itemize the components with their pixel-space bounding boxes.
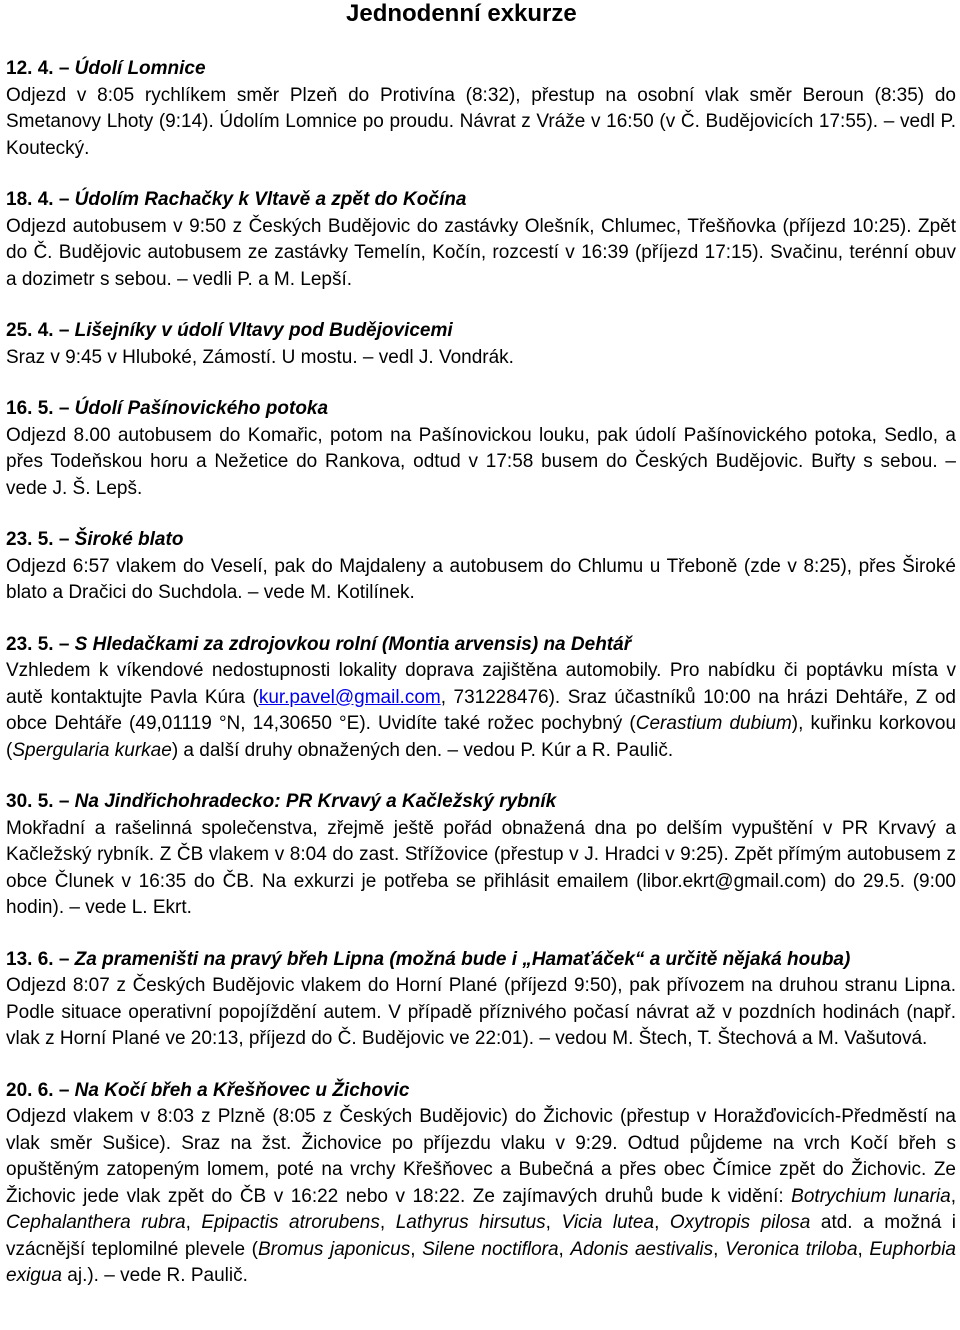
excursion-entry [6,632,956,765]
species-name: Botrychium lunaria [791,1185,951,1207]
description-text: , 731228476). Sraz účastníků 10:00 na hrázi Dehtáře, Z od obce Dehtáře (49,01119 °N, 14,30650 °E). Uvidíte také rožec pochybný ( [6,686,956,734]
excursion-title: Na Kočí břeh a Křešňovec u Žichovic [74,1079,410,1101]
species-name: Bromus japonicus [257,1238,411,1260]
excursion-title: Lišejníky v údolí Vltavy pod Budějovicemi [74,320,453,341]
excursion-title: Na Jindřichohradecko: PR Krvavý a Kačležský rybník [74,791,557,812]
excursion-entry [6,396,956,502]
excursion-entry [6,318,956,371]
excursion-description [6,1104,956,1290]
description-text: Vzhledem k víkendové nedostupnosti lokality doprava zajištěna automobily. Pro nabídku či poptávku místa v autě kontaktujte Pavla Kúra ( [6,660,956,708]
excursion-entry [6,947,956,1053]
species-name: Lathyrus hirsutus [395,1212,546,1233]
excursion-title: Široké blato [74,529,184,550]
excursion-description: Sraz v 9:45 v Hluboké, Zámostí. U mostu. – vedl J. Vondrák. [6,346,514,368]
description-text: , [545,1212,562,1233]
excursion-description: Odjezd v 8:05 rychlíkem směr Plzeň do Protivína (8:32), přestup na osobní vlak směr Beroun (8:35) do Smetanovy Lhoty (9:14). Údolím Lomnice po proudu. Návrat z Vráže v 16:50 (v Č. Budějovicích 17:55). – vedl P. Koutecký. [6,84,956,159]
excursion-date: 25. 4. [6,320,54,341]
excursion-description: Odjezd 8:07 z Českých Budějovic vlakem do Horní Plané (příjezd 9:50), pak přívozem na druhou stranu Lipna. Podle situace operativní popojíždění autem. V případě příznivého počasí návrat až v pozdních hodinách (např. vlak z Horní Plané ve 20:13, příjezd do Č. Budějovic ve 22:01). – vedou M. Štech, T. Štechová a M. Vašutová. [6,975,956,1049]
excursion-heading: 23. 5. – S Hledačkami za zdrojovkou rolní (Montia arvensis) na Dehtář [6,633,632,655]
description-text: Odjezd vlakem v 8:03 z Plzně (8:05 z Českých Budějovic) do Žichovic (přestup v Horažďovicích-Předměstí na vlak směr Sušice). Sraz na žst. Žichovice po příjezdu vlaku v 9:29. Odtud půjdeme na vrch Kočí břeh s opuštěným zatopeným lomem, poté na vrchy Křešňovec a Bubečná a přes obec Čímice zpět do Žichovic. Ze Žichovic jede vlak zpět do ČB v 16:22 nebo v 18:22. Ze zajímavých druhů bude k vidění: [6,1106,956,1207]
description-text: , [654,1212,670,1233]
excursion-heading: 13. 6. – Za prameništi na pravý břeh Lipna (možná bude i „Hamaťáček“ a určitě nějaká houba) [6,948,851,970]
email-link[interactable]: kur.pavel@gmail.com [258,686,441,708]
excursion-entry [6,527,956,607]
description-text: , [379,1212,396,1233]
excursion-entry [6,187,956,293]
excursion-list [6,56,956,1290]
description-text: ) a další druhy obnažených den. – vedou P. Kúr a R. Paulič. [171,739,674,761]
description-text: , [410,1238,423,1260]
excursion-date: 16. 5. [6,398,54,419]
description-text: atd. a možná i vzácnější teplomilné plevele ( [6,1212,957,1260]
species-name: Vicia lutea [561,1212,655,1233]
species-name: Cephalanthera rubra [6,1212,186,1233]
description-text: ), kuřinku korkovou ( [6,713,957,761]
excursion-heading: 12. 4. – Údolí Lomnice [6,58,206,79]
species-name: Epipactis atrorubens [201,1212,380,1233]
excursion-date: 12. 4. [6,58,54,79]
excursion-description: Mokřadní a rašelinná společenstva, zřejmě ještě pořád obnažená dna po delším vypuštění v PR Krvavý a Kačležský rybník. Z ČB vlakem v 8:04 do zast. Střížovice (přestup v J. Hradci v 9:25). Zpět přímým autobusem z obce Člunek v 16:35 do ČB. Na exkurzi je potřeba se přihlásit emailem (libor.ekrt@gmail.com) do 29.5. (9:00 hodin). – vede L. Ekrt. [6,817,956,918]
description-text: , [950,1185,956,1207]
species-name: Oxytropis pilosa [669,1212,811,1233]
excursion-entry [6,789,956,922]
excursion-heading: 18. 4. – Údolím Rachačky k Vltavě a zpět do Kočína [6,189,467,210]
excursion-description: Odjezd autobusem v 9:50 z Českých Budějovic do zastávky Olešník, Chlumec, Třešňovka (příjezd 10:25). Zpět do Č. Budějovic autobusem ze zastávky Temelín, Kočín, rozcestí v 16:39 (příjezd 17:15). Svačinu, terénní obuv a dozimetr s sebou. – vedli P. a M. Lepší. [6,215,956,290]
excursion-heading: 20. 6. – Na Kočí břeh a Křešňovec u Žichovic [6,1079,410,1101]
excursion-date: 13. 6. [6,948,54,970]
species-name: Cerastium dubium [635,713,792,734]
description-text: aj.). – vede R. Paulič. [62,1265,248,1286]
excursion-entry [6,56,956,162]
excursion-date: 23. 5. [6,529,54,550]
excursion-heading: 16. 5. – Údolí Pašínovického potoka [6,398,329,419]
description-text: , [558,1238,571,1260]
excursion-date: 30. 5. [6,791,54,812]
species-name: Veronica triloba [724,1238,858,1260]
excursion-description: Odjezd 8.00 autobusem do Komařic, potom na Pašínovickou louku, pak údolí Pašínovického potoka, Sedlo, a přes Todeňskou horu a Nežetice do Rankova, odtud v 17:58 busem do Českých Budějovic. Buřty s sebou. – vede J. Š. Lepš. [6,424,956,499]
description-text: , [857,1238,870,1260]
species-name: Spergularia kurkae [12,739,172,761]
excursion-entry [6,1078,956,1290]
excursion-title: Za prameništi na pravý břeh Lipna (možná bude i „Hamaťáček“ a určitě nějaká houba) [74,948,851,970]
excursion-date: 23. 5. [6,633,54,655]
excursion-title: Údolím Rachačky k Vltavě a zpět do Kočína [74,189,467,210]
excursion-heading: 23. 5. – Široké blato [6,529,184,550]
excursion-description: Odjezd 6:57 vlakem do Veselí, pak do Majdaleny a autobusem do Chlumu u Třeboně (zde v 8:25), přes Široké blato a Dračici do Suchdola. – vede M. Kotilínek. [6,555,956,603]
description-text: , [185,1212,202,1233]
excursion-heading: 25. 4. – Lišejníky v údolí Vltavy pod Budějovicemi [6,320,453,341]
excursion-title: S Hledačkami za zdrojovkou rolní (Montia arvensis) na Dehtář [74,633,632,655]
species-name: Euphorbia exigua [6,1238,956,1286]
excursion-heading: 30. 5. – Na Jindřichohradecko: PR Krvavý a Kačležský rybník [6,791,557,812]
excursion-date: 18. 4. [6,189,54,210]
species-name: Adonis aestivalis [570,1238,714,1260]
excursion-title: Údolí Lomnice [74,58,206,79]
excursion-title: Údolí Pašínovického potoka [74,398,329,419]
excursion-date: 20. 6. [6,1079,54,1101]
excursion-description [6,658,956,764]
description-text: , [713,1238,725,1260]
species-name: Silene noctiflora [422,1238,559,1260]
page-title: Jednodenní exkurze [346,0,577,27]
